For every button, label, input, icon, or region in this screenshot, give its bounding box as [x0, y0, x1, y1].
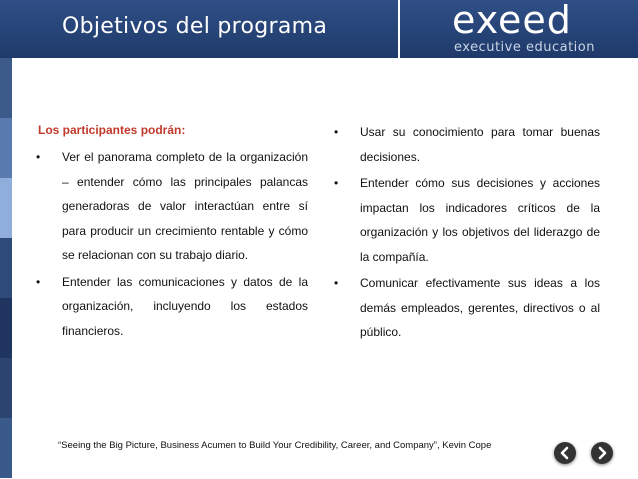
bullet-text: Entender cómo sus decisiones y acciones impactan los indicadores críticos de la organización y los objetivos del liderazgo de la compañía.	[360, 176, 600, 264]
side-strip-block	[0, 238, 12, 298]
bullet-dot: •	[36, 274, 41, 289]
chevron-right-icon	[595, 446, 609, 460]
book-citation: “Seeing the Big Picture, Business Acumen to Build Your Credibility, Career, and Company”, Kevin Cope	[58, 440, 492, 451]
side-strip-block	[0, 118, 12, 178]
exeed-logo: exeed	[452, 0, 572, 42]
list-item	[36, 270, 308, 344]
list-item	[334, 171, 600, 269]
side-strip-block	[0, 58, 12, 118]
previous-slide-button[interactable]	[554, 442, 576, 464]
list-item	[36, 145, 308, 268]
bullet-dot: •	[334, 276, 339, 290]
chevron-left-icon	[558, 446, 572, 460]
header-divider	[398, 0, 400, 58]
side-strip-block	[0, 358, 12, 418]
page-title: Objetivos del programa	[62, 14, 328, 39]
left-bullet-list	[36, 145, 308, 345]
right-bullet-list	[334, 120, 600, 347]
bullet-dot: •	[334, 125, 339, 139]
header-bar	[0, 0, 638, 58]
next-slide-button[interactable]	[591, 442, 613, 464]
bullet-dot: •	[334, 176, 339, 190]
side-strip-block	[0, 298, 12, 358]
bullet-text: Ver el panorama completo de la organización – entender cómo las principales palancas generadoras de valor interactúan entre sí para producir un crecimiento rentable y cómo se relacionan con su trabajo diario.	[62, 150, 308, 262]
bullet-dot: •	[36, 150, 41, 164]
bullet-text: Entender las comunicaciones y datos de la organización, incluyendo los estados financieros.	[62, 274, 308, 338]
exeed-logo-subtitle: executive education	[454, 40, 595, 55]
list-item	[334, 120, 600, 169]
bullet-text: Usar su conocimiento para tomar buenas decisiones.	[360, 125, 600, 164]
bullet-text: Comunicar efectivamente sus ideas a los demás empleados, gerentes, directivos o al público.	[360, 276, 600, 339]
list-item	[334, 271, 600, 345]
side-strip-block	[0, 418, 12, 478]
side-color-strip	[0, 58, 12, 479]
participants-lead: Los participantes podrán:	[38, 123, 186, 137]
side-strip-block	[0, 178, 12, 238]
